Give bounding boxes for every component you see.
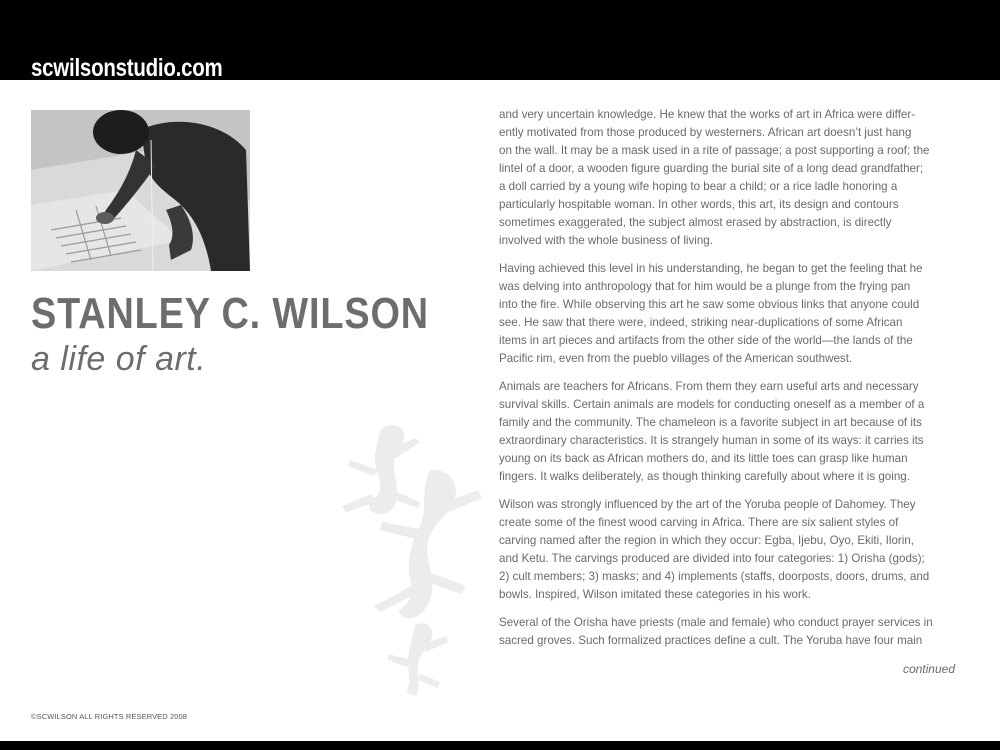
article-line: extraordinary characteristics. It is strangely human in some of its ways: it carries its bbox=[499, 434, 924, 447]
article-line: family and the community. The chameleon is a favorite subject in art because of its bbox=[499, 416, 922, 429]
article-line: Pacific rim, even from the pueblo villages of the American southwest. bbox=[499, 352, 853, 365]
article-line: and very uncertain knowledge. He knew that the works of art in Africa were differ- bbox=[499, 108, 916, 121]
article-line: lintel of a door, a wooden figure guarding the burial site of a long dead grandfather; bbox=[499, 162, 924, 175]
page-title: STANLEY C. WILSON bbox=[31, 289, 429, 338]
article-line: involved with the whole business of living. bbox=[499, 234, 713, 247]
article-line: sacred groves. Such formalized practices define a cult. The Yoruba have four main bbox=[499, 634, 923, 647]
article-paragraph bbox=[499, 496, 961, 604]
article-line: young on its back as African mothers do, and its little toes can grasp like human bbox=[499, 452, 908, 465]
copyright-notice: ©SCWILSON ALL RIGHTS RESERVED 2008 bbox=[31, 712, 188, 721]
article-line: Animals are teachers for Africans. From them they earn useful arts and necessary bbox=[499, 380, 919, 393]
article-line: bowls. Inspired, Wilson imitated these categories in his work. bbox=[499, 588, 811, 601]
artist-at-work-photo-icon bbox=[31, 110, 250, 271]
article-line: on the wall. It may be a mask used in a rite of passage; a post supporting a roof; the bbox=[499, 144, 930, 157]
article-line: create some of the finest wood carving in Africa. There are six salient styles of bbox=[499, 516, 899, 529]
site-name[interactable]: scwilsonstudio.com bbox=[31, 54, 223, 82]
article-line: into the fire. While observing this art he saw some obvious links that anyone could bbox=[499, 298, 920, 311]
lizard-watermark-icon bbox=[320, 410, 490, 710]
page-subtitle: a life of art. bbox=[31, 340, 207, 378]
article-line: see. He saw that there were, indeed, striking near-duplications of some African bbox=[499, 316, 903, 329]
artist-photo bbox=[31, 110, 250, 271]
article-line: sometimes exaggerated, the subject almost erased by abstraction, is directly bbox=[499, 216, 892, 229]
continued-link[interactable]: continued bbox=[902, 662, 955, 676]
article-line: 2) cult members; 3) masks; and 4) implements (staffs, doorposts, doors, drums, and bbox=[499, 570, 930, 583]
article-line: carving named after the region in which they occur: Egba, Ijebu, Oyo, Ekiti, Ilorin, bbox=[499, 534, 915, 547]
article-line: particularly hospitable woman. In other words, this art, its design and contours bbox=[499, 198, 899, 211]
header-bar bbox=[0, 0, 1000, 80]
article-line: Having achieved this level in his understanding, he began to get the feeling that he bbox=[499, 262, 923, 275]
article-line: Several of the Orisha have priests (male and female) who conduct prayer services in bbox=[499, 616, 933, 629]
article-line: fingers. It walks deliberately, as though thinking carefully about where it is going. bbox=[499, 470, 910, 483]
article-paragraph bbox=[499, 378, 961, 486]
article-paragraph bbox=[499, 260, 961, 368]
article-line: and Ketu. The carvings produced are divided into four categories: 1) Orisha (gods); bbox=[499, 552, 925, 565]
article-line: a doll carried by a young wife hoping to bear a child; or a rice ladle honoring a bbox=[499, 180, 898, 193]
article-paragraph bbox=[499, 106, 961, 250]
article-line: items in art pieces and artifacts from the other side of the world—the lands of the bbox=[499, 334, 913, 347]
article-line: was delving into anthropology that for him would be a plunge from the frying pan bbox=[499, 280, 911, 293]
article-line: ently motivated from those produced by westerners. African art doesn’t just hang bbox=[499, 126, 912, 139]
article-paragraph bbox=[499, 614, 961, 650]
article-line: Wilson was strongly influenced by the art of the Yoruba people of Dahomey. They bbox=[499, 498, 916, 511]
article-body bbox=[499, 106, 961, 660]
article-line: survival skills. Certain animals are models for conducting oneself as a member of a bbox=[499, 398, 925, 411]
footer-bar bbox=[0, 741, 1000, 750]
